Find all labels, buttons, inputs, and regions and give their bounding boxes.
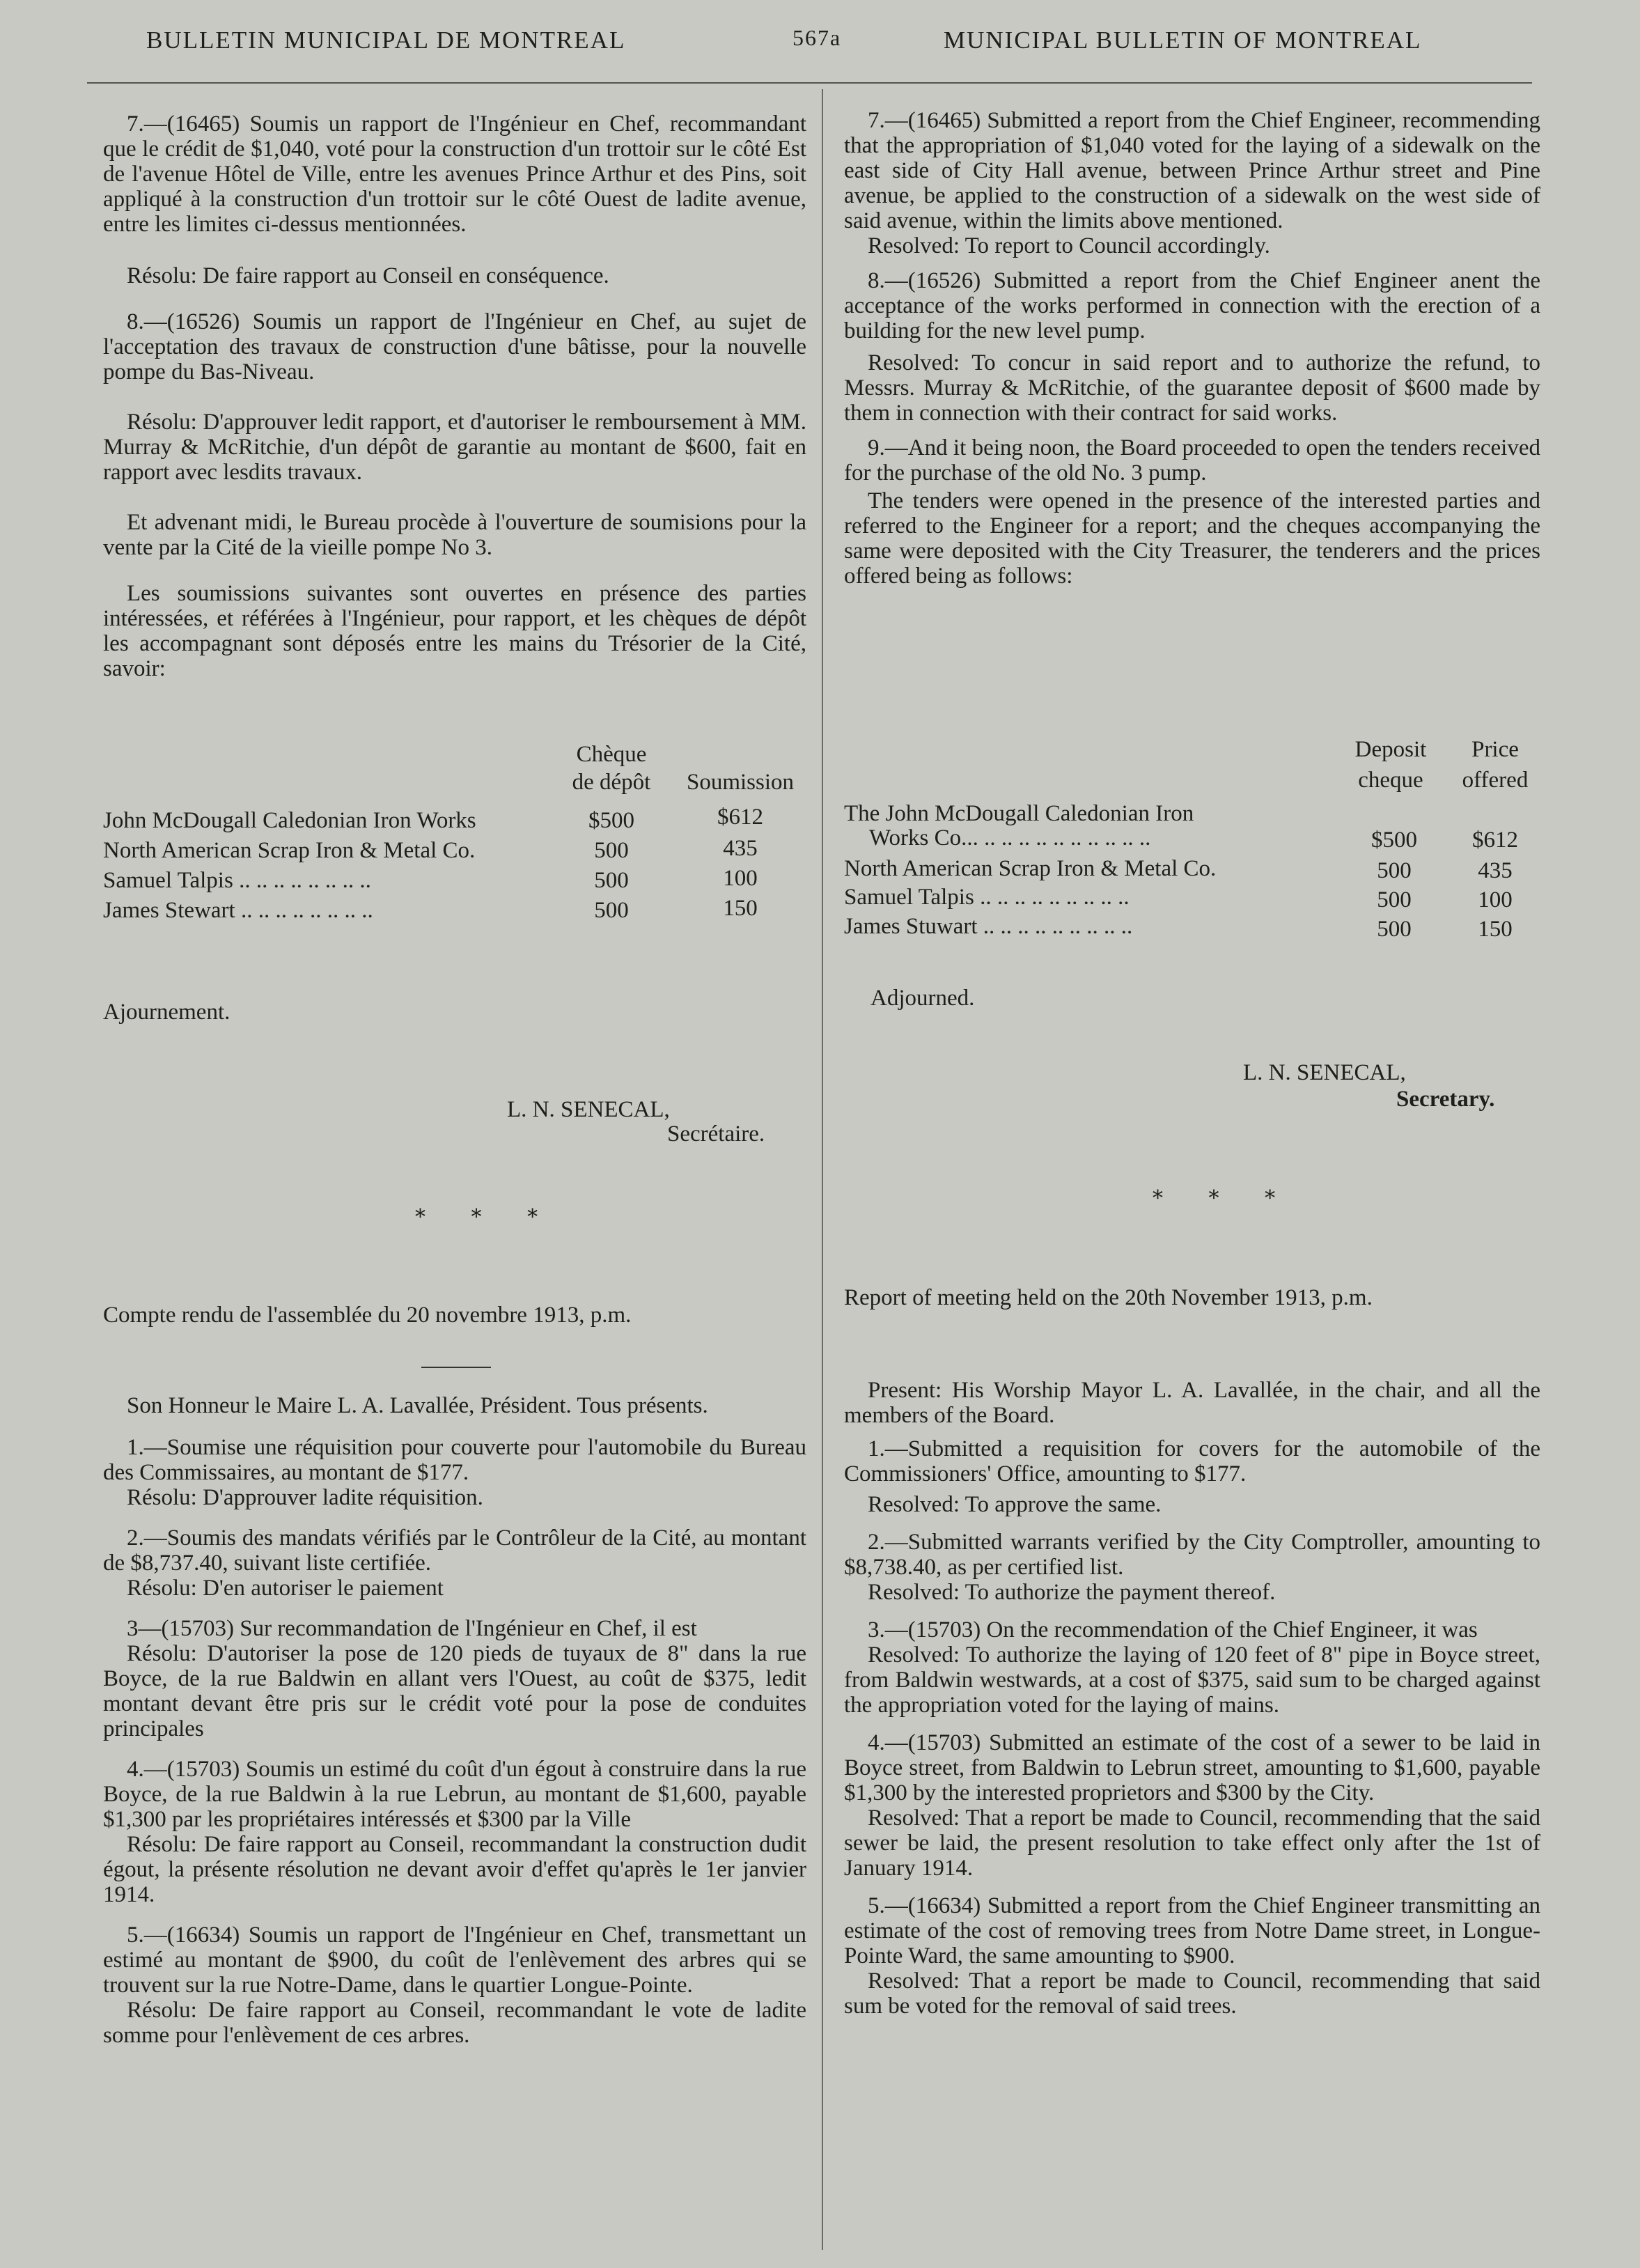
page-header bbox=[0, 26, 1640, 68]
fr-item-7: 7.—(16465) Soumis un rapport de l'Ingénieur en Chef, recommandant que le crédit de $1,040, voté pour la construction d'un trottoir sur le côté Est de l'avenue Hôtel de Ville, entre les avenues Prince Arthur et des Pins, soit appliqué à la construction d'un trottoir sur le côté Ouest de ladite avenue, entre les limites ci-dessus mentionnées. bbox=[103, 111, 806, 237]
en-tenders-intro: The tenders were opened in the presence of the interested parties and referred to the Engineer for a report; and the cheques accompanying the same were deposited with the City Treasurer, the tenderers and the prices offered being as follows: bbox=[844, 488, 1540, 589]
table-row-name: Samuel Talpis .. .. .. .. .. .. .. .. .. bbox=[844, 885, 1130, 910]
fr-item-8: 8.—(16526) Soumis un rapport de l'Ingénieur en Chef, au sujet de l'acceptation des travaux de construction d'une bâtisse, pour la nouvelle pompe du Bas-Niveau. bbox=[103, 309, 806, 385]
en-meeting-title: Report of meeting held on the 20th November 1913, p.m. bbox=[844, 1285, 1373, 1310]
en-item-7: 7.—(16465) Submitted a report from the Chief Engineer, recommending that the appropriation of $1,040 voted for the laying of a sidewalk on the east side of City Hall avenue, between Prince Arthur street and Pine avenue, be applied to the construction of a sidewalk on the west side of said avenue, within the limits above mentioned. bbox=[844, 108, 1540, 233]
en-item-9: 9.—And it being noon, the Board proceeded to open the tenders received for the purchase of the old No. 3 pump. bbox=[844, 435, 1540, 486]
fr-col-deposit-header-line2: de dépôt bbox=[572, 770, 651, 795]
table-row-deposit: 500 bbox=[1377, 858, 1412, 883]
table-row-name: Samuel Talpis .. .. .. .. .. .. .. .. bbox=[103, 868, 371, 893]
fr-meeting-title: Compte rendu de l'assemblée du 20 novembre 1913, p.m. bbox=[103, 1303, 632, 1328]
fr-item-1-resolution: Résolu: D'approuver ladite réquisition. bbox=[127, 1485, 483, 1510]
fr-tenders-table bbox=[103, 742, 806, 937]
table-row-deposit: 500 bbox=[594, 838, 629, 863]
fr-item-2-resolution: Résolu: D'en autoriser le paiement bbox=[127, 1576, 444, 1601]
fr-signature-title: Secrétaire. bbox=[667, 1121, 765, 1147]
french-minutes-bottom bbox=[103, 1393, 806, 2048]
en-item-1: 1.—Submitted a requisition for covers for the automobile of the Commissioners' Office, amounting to $177. bbox=[844, 1436, 1540, 1486]
table-row-name: John McDougall Caledonian Iron Works bbox=[103, 808, 476, 833]
en-adjourned: Adjourned. bbox=[870, 986, 975, 1011]
fr-item-4: 4.—(15703) Soumis un estimé du coût d'un égout à construire dans la rue Boyce, de la rue Baldwin à la rue Lebrun, au montant de $1,600, payable $1,300 par les propriétaires intéressés et $300 par la Ville bbox=[103, 1757, 806, 1832]
fr-adjourned: Ajournement. bbox=[103, 1000, 231, 1025]
english-minutes-bottom bbox=[844, 1378, 1540, 2019]
fr-title-rule bbox=[421, 1367, 491, 1368]
table-row-tender: 150 bbox=[723, 896, 758, 921]
french-minutes-top bbox=[103, 111, 806, 681]
english-minutes-top bbox=[844, 108, 1540, 589]
fr-item-3: 3—(15703) Sur recommandation de l'Ingénieur en Chef, il est bbox=[127, 1616, 697, 1641]
fr-item-2: 2.—Soumis des mandats vérifiés par le Contrôleur de la Cité, au montant de $8,737.40, suivant liste certifiée. bbox=[103, 1525, 806, 1576]
en-item-4-resolution: Resolved: That a report be made to Council, recommending that the said sewer be laid, the present resolution to take effect only after the 1st of January 1914. bbox=[844, 1805, 1540, 1881]
table-row-deposit: $500 bbox=[1371, 828, 1417, 853]
en-item-4: 4.—(15703) Submitted an estimate of the cost of a sewer to be laid in Boyce street, from Baldwin to Lebrun street, amounting to $1,600, payable $1,300 by the interested proprietors and $300 by the City. bbox=[844, 1730, 1540, 1805]
en-item-7-resolution: Resolved: To report to Council accordingly. bbox=[868, 233, 1270, 258]
table-row-deposit: 500 bbox=[1377, 917, 1412, 942]
en-signature-title: Secretary. bbox=[1396, 1087, 1495, 1112]
en-item-8: 8.—(16526) Submitted a report from the Chief Engineer anent the acceptance of the works performed in connection with the erection of a building for the new level pump. bbox=[844, 268, 1540, 343]
table-row-name: North American Scrap Iron & Metal Co. bbox=[844, 856, 1217, 881]
header-english-title: MUNICIPAL BULLETIN OF MONTREAL bbox=[944, 26, 1422, 54]
table-row-tender: 435 bbox=[723, 836, 758, 861]
fr-col-tender-header: Soumission bbox=[686, 770, 795, 795]
en-item-2-resolution: Resolved: To authorize the payment thereof. bbox=[868, 1580, 1276, 1605]
fr-section-separator: * * * bbox=[415, 1205, 558, 1229]
en-section-separator: * * * bbox=[1153, 1186, 1295, 1211]
table-row-price: $612 bbox=[1472, 828, 1518, 853]
fr-item-7-resolution: Résolu: De faire rapport au Conseil en conséquence. bbox=[127, 263, 609, 288]
en-item-3: 3.—(15703) On the recommendation of the Chief Engineer, it was bbox=[868, 1617, 1478, 1642]
table-row-name: The John McDougall Caledonian Iron bbox=[844, 801, 1194, 826]
en-col-deposit-header-line2: cheque bbox=[1358, 768, 1423, 793]
table-row-tender: 100 bbox=[723, 866, 758, 891]
table-row-price: 150 bbox=[1478, 917, 1513, 942]
fr-item-9: Et advenant midi, le Bureau procède à l'ouverture de soumisions pour la vente par la Cité de la vieille pompe No 3. bbox=[103, 510, 806, 560]
fr-item-4-resolution: Résolu: De faire rapport au Conseil, recommandant la construction dudit égout, la présente résolution ne devant avoir d'effet qu'après le 1er janvier 1914. bbox=[103, 1832, 806, 1907]
en-col-price-header-line1: Price bbox=[1471, 737, 1519, 762]
column-divider-bottom bbox=[822, 1247, 823, 2250]
fr-tenders-intro: Les soumissions suivantes sont ouvertes en présence des parties intéressées, et référées à l'Ingénieur, pour rapport, et les chèques de dépôt les accompagnant sont déposés entre les mains du Trésorier de la Cité, savoir: bbox=[103, 581, 806, 681]
fr-item-5-resolution: Résolu: De faire rapport au Conseil, recommandant le vote de ladite somme pour l'enlèvement de ces arbres. bbox=[103, 1998, 806, 2048]
en-attendance: Present: His Worship Mayor L. A. Lavallée, in the chair, and all the members of the Board. bbox=[844, 1378, 1540, 1428]
en-item-2: 2.—Submitted warrants verified by the City Comptroller, amounting to $8,738.40, as per certified list. bbox=[844, 1530, 1540, 1580]
en-col-deposit-header-line1: Deposit bbox=[1354, 737, 1427, 762]
table-row-price: 100 bbox=[1478, 887, 1513, 912]
table-row-name-cont: Works Co... .. .. .. .. .. .. .. .. .. .. bbox=[869, 825, 1151, 850]
table-row-name: James Stewart .. .. .. .. .. .. .. .. bbox=[103, 898, 373, 923]
en-item-1-resolution: Resolved: To approve the same. bbox=[868, 1492, 1162, 1517]
fr-signature-name: L. N. SENECAL, bbox=[507, 1097, 670, 1122]
table-row-name: North American Scrap Iron & Metal Co. bbox=[103, 838, 476, 863]
fr-item-3-resolution: Résolu: D'autoriser la pose de 120 pieds de tuyaux de 8" dans la rue Boyce, de la rue Baldwin en allant vers l'Ouest, au coût de $375, ledit montant devant être pris sur le crédit voté pour la pose de conduites principales bbox=[103, 1641, 806, 1741]
table-row-deposit: 500 bbox=[594, 868, 629, 893]
en-tenders-table bbox=[844, 737, 1540, 953]
table-row-deposit: 500 bbox=[594, 898, 629, 923]
en-col-price-header-line2: offered bbox=[1462, 768, 1529, 793]
header-french-title: BULLETIN MUNICIPAL DE MONTREAL bbox=[146, 26, 626, 54]
en-item-8-resolution: Resolved: To concur in said report and to authorize the refund, to Messrs. Murray & McRitchie, of the guarantee deposit of $600 made by them in connection with their contract for said works. bbox=[844, 350, 1540, 426]
table-row-price: 435 bbox=[1478, 858, 1513, 883]
fr-item-1: 1.—Soumise une réquisition pour couverte pour l'automobile du Bureau des Commissaires, au montant de $177. bbox=[103, 1435, 806, 1485]
en-item-5-resolution: Resolved: That a report be made to Council, recommending that said sum be voted for the removal of said trees. bbox=[844, 1968, 1540, 2019]
table-row-deposit: 500 bbox=[1377, 887, 1412, 912]
header-rule bbox=[87, 82, 1532, 84]
table-row-tender: $612 bbox=[717, 805, 763, 830]
en-signature-name: L. N. SENECAL, bbox=[1243, 1060, 1406, 1085]
en-item-5: 5.—(16634) Submitted a report from the Chief Engineer transmitting an estimate of the cost of removing trees from Notre Dame street, in Longue-Pointe Ward, the same amounting to $900. bbox=[844, 1893, 1540, 1968]
table-row-name: James Stuwart .. .. .. .. .. .. .. .. .. bbox=[844, 914, 1133, 939]
column-divider-top bbox=[822, 89, 823, 1273]
fr-item-8-resolution: Résolu: D'approuver ledit rapport, et d'autoriser le remboursement à MM. Murray & McRitchie, d'un dépôt de garantie au montant de $600, fait en rapport avec lesdits travaux. bbox=[103, 410, 806, 485]
table-row-deposit: $500 bbox=[588, 808, 634, 833]
en-item-3-resolution: Resolved: To authorize the laying of 120 feet of 8" pipe in Boyce street, from Baldwin westwards, at a cost of $375, said sum to be charged against the appropriation voted for the laying of mains. bbox=[844, 1642, 1540, 1718]
fr-attendance: Son Honneur le Maire L. A. Lavallée, Président. Tous présents. bbox=[127, 1393, 708, 1418]
fr-col-deposit-header-line1: Chèque bbox=[576, 742, 647, 767]
page-number: 567a bbox=[792, 25, 842, 50]
fr-item-5: 5.—(16634) Soumis un rapport de l'Ingénieur en Chef, transmettant un estimé au montant de $900, du coût de l'enlèvement des arbres qui se trouvent sur la rue Notre-Dame, dans le quartier Longue-Pointe. bbox=[103, 1923, 806, 1998]
